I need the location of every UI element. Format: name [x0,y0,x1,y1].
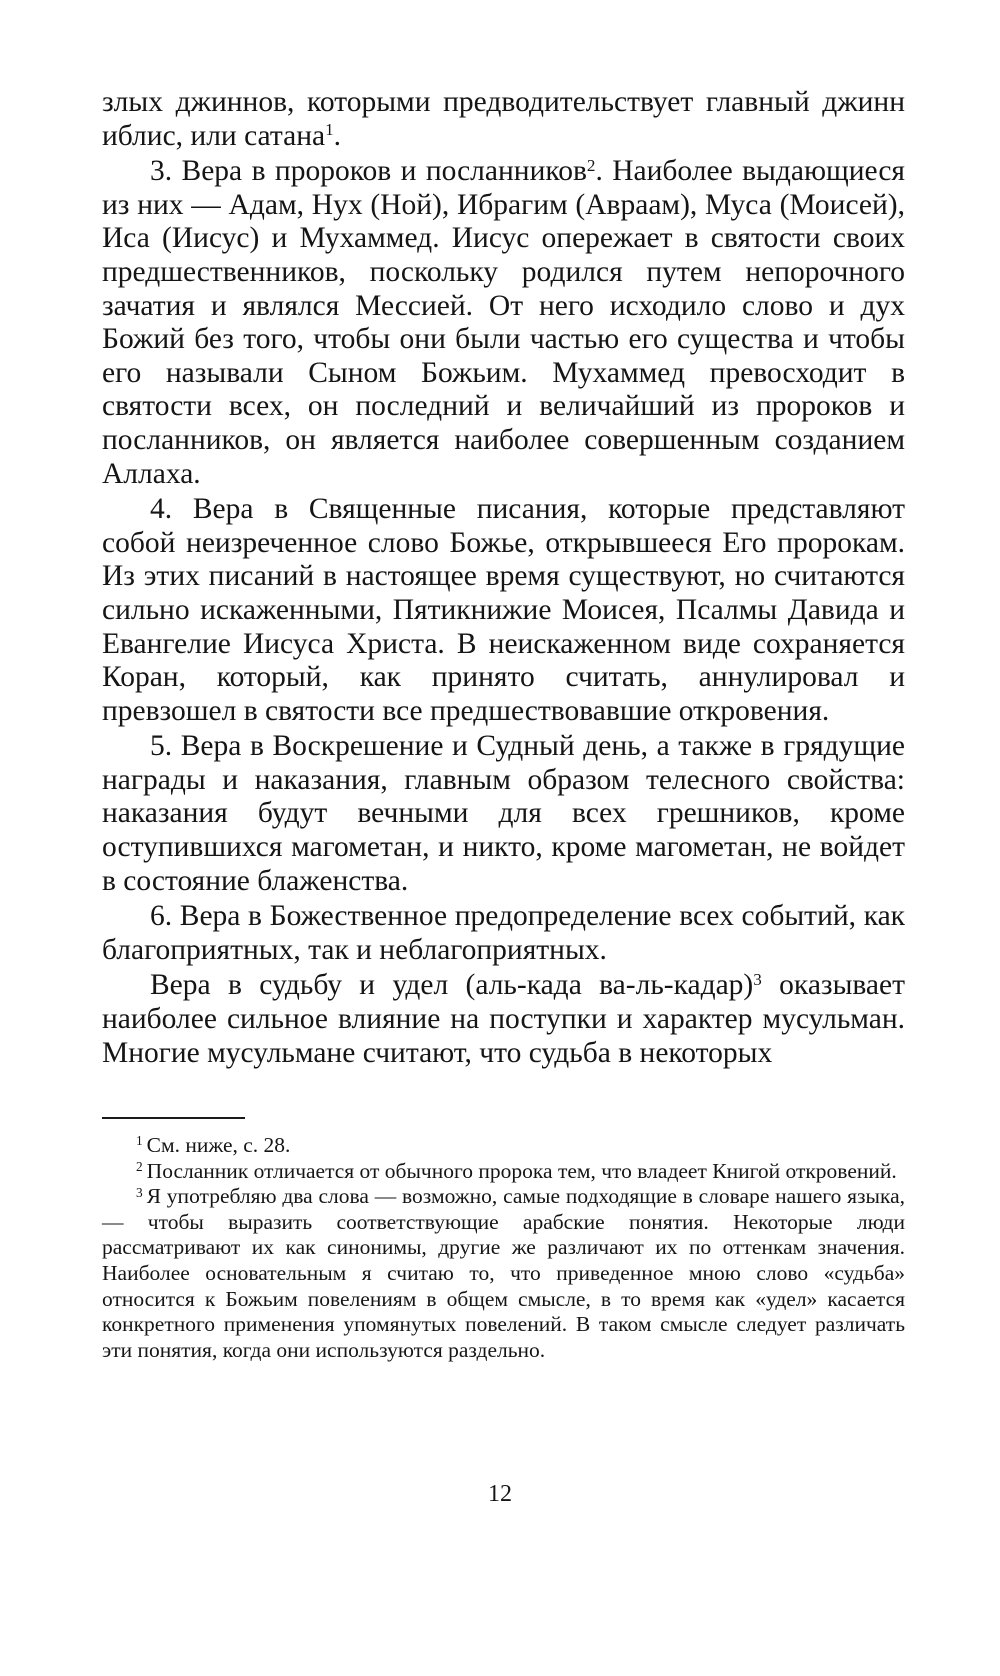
footnote-separator [102,1117,245,1119]
footnotes [102,1133,905,1363]
footnote-mark: 2 [136,1158,143,1174]
paragraph-2: 3. Вера в пророков и посланников$^2$. Наиболее выдающиеся из них — Адам, Нух (Ной), Ибрагим (Авраам), Муса (Моисей), Иса (Иисус) и Мухаммед. Иисус опережает в святости своих предшественников, поскольку родился путем непорочного зачатия и являлся Мессией. От него исходило слово и дух Божий без того, чтобы они были частью его существа и чтобы его называли Сыном Божьим. Мухаммед превосходит в святости всех, он последний и величайший из пророков и посланников, он является наиболее совершенным созданием Аллаха. [102,155,905,490]
main-text [102,86,905,1070]
paragraph-6: Вера в судьбу и удел (аль-када ва-ль-кадар)$^3$ оказывает наиболее сильное влияние на поступки и характер мусульман. Многие мусульмане считают, что судьба в некоторых [102,969,906,1069]
footnote-3: $^3$ Я употребляю два слова — возможно, самые подходящие в словаре нашего языка, — чтобы выразить соответствующие арабские понятия. Некоторые люди рассматривают их как синонимы, другие же различают их по оттенкам значения. Наиболее основательным я считаю то, что приведенное мною слово «судьба» относится к Божьим повелениям в общем смысле, в то время как «удел» касается конкретного применения упомянутых повелений. В таком смысле следует различать эти понятия, когда они используются раздельно. [102,1184,905,1362]
paragraph-5: 6. Вера в Божественное предопределение всех событий, как благоприятных, так и неблагоприятных. [102,900,905,966]
footnote-ref-3: 3 [753,970,762,990]
footnote-mark: 1 [136,1133,143,1149]
footnote-ref-1: 1 [325,120,334,140]
footnote-mark: 3 [136,1184,143,1200]
footnote-1: $^1$ См. ниже, с. 28. [136,1133,291,1157]
paragraph-4: 5. Вера в Воскрешение и Судный день, а также в грядущие награды и наказания, главным образом телесного свойства: наказания будут вечными для всех грешников, кроме оступившихся магометан, и никто, кроме магометан, не войдет в состояние блаженства. [102,730,905,897]
paragraph-1: злых джиннов, которыми предводительствует главный джинн иблис, или сатана$^1$. [102,86,905,152]
footnote-ref-2: 2 [586,155,596,175]
paragraph-3: 4. Вера в Священные писания, которые представляют собой неизреченное слово Божье, открывшееся Его пророкам. Из этих писаний в настоящее время существуют, но считаются сильно искаженными, Пятикнижие Моисея, Псалмы Давида и Евангелие Иисуса Христа. В неискаженном виде сохраняется Коран, который, как принято считать, аннулировал и превзошел в святости все предшествовавшие откровения. [102,493,905,727]
footnote-2: $^2$ Посланник отличается от обычного пророка тем, что владеет Книгой откровений. [136,1158,897,1183]
page-number: 12 [488,1481,512,1507]
